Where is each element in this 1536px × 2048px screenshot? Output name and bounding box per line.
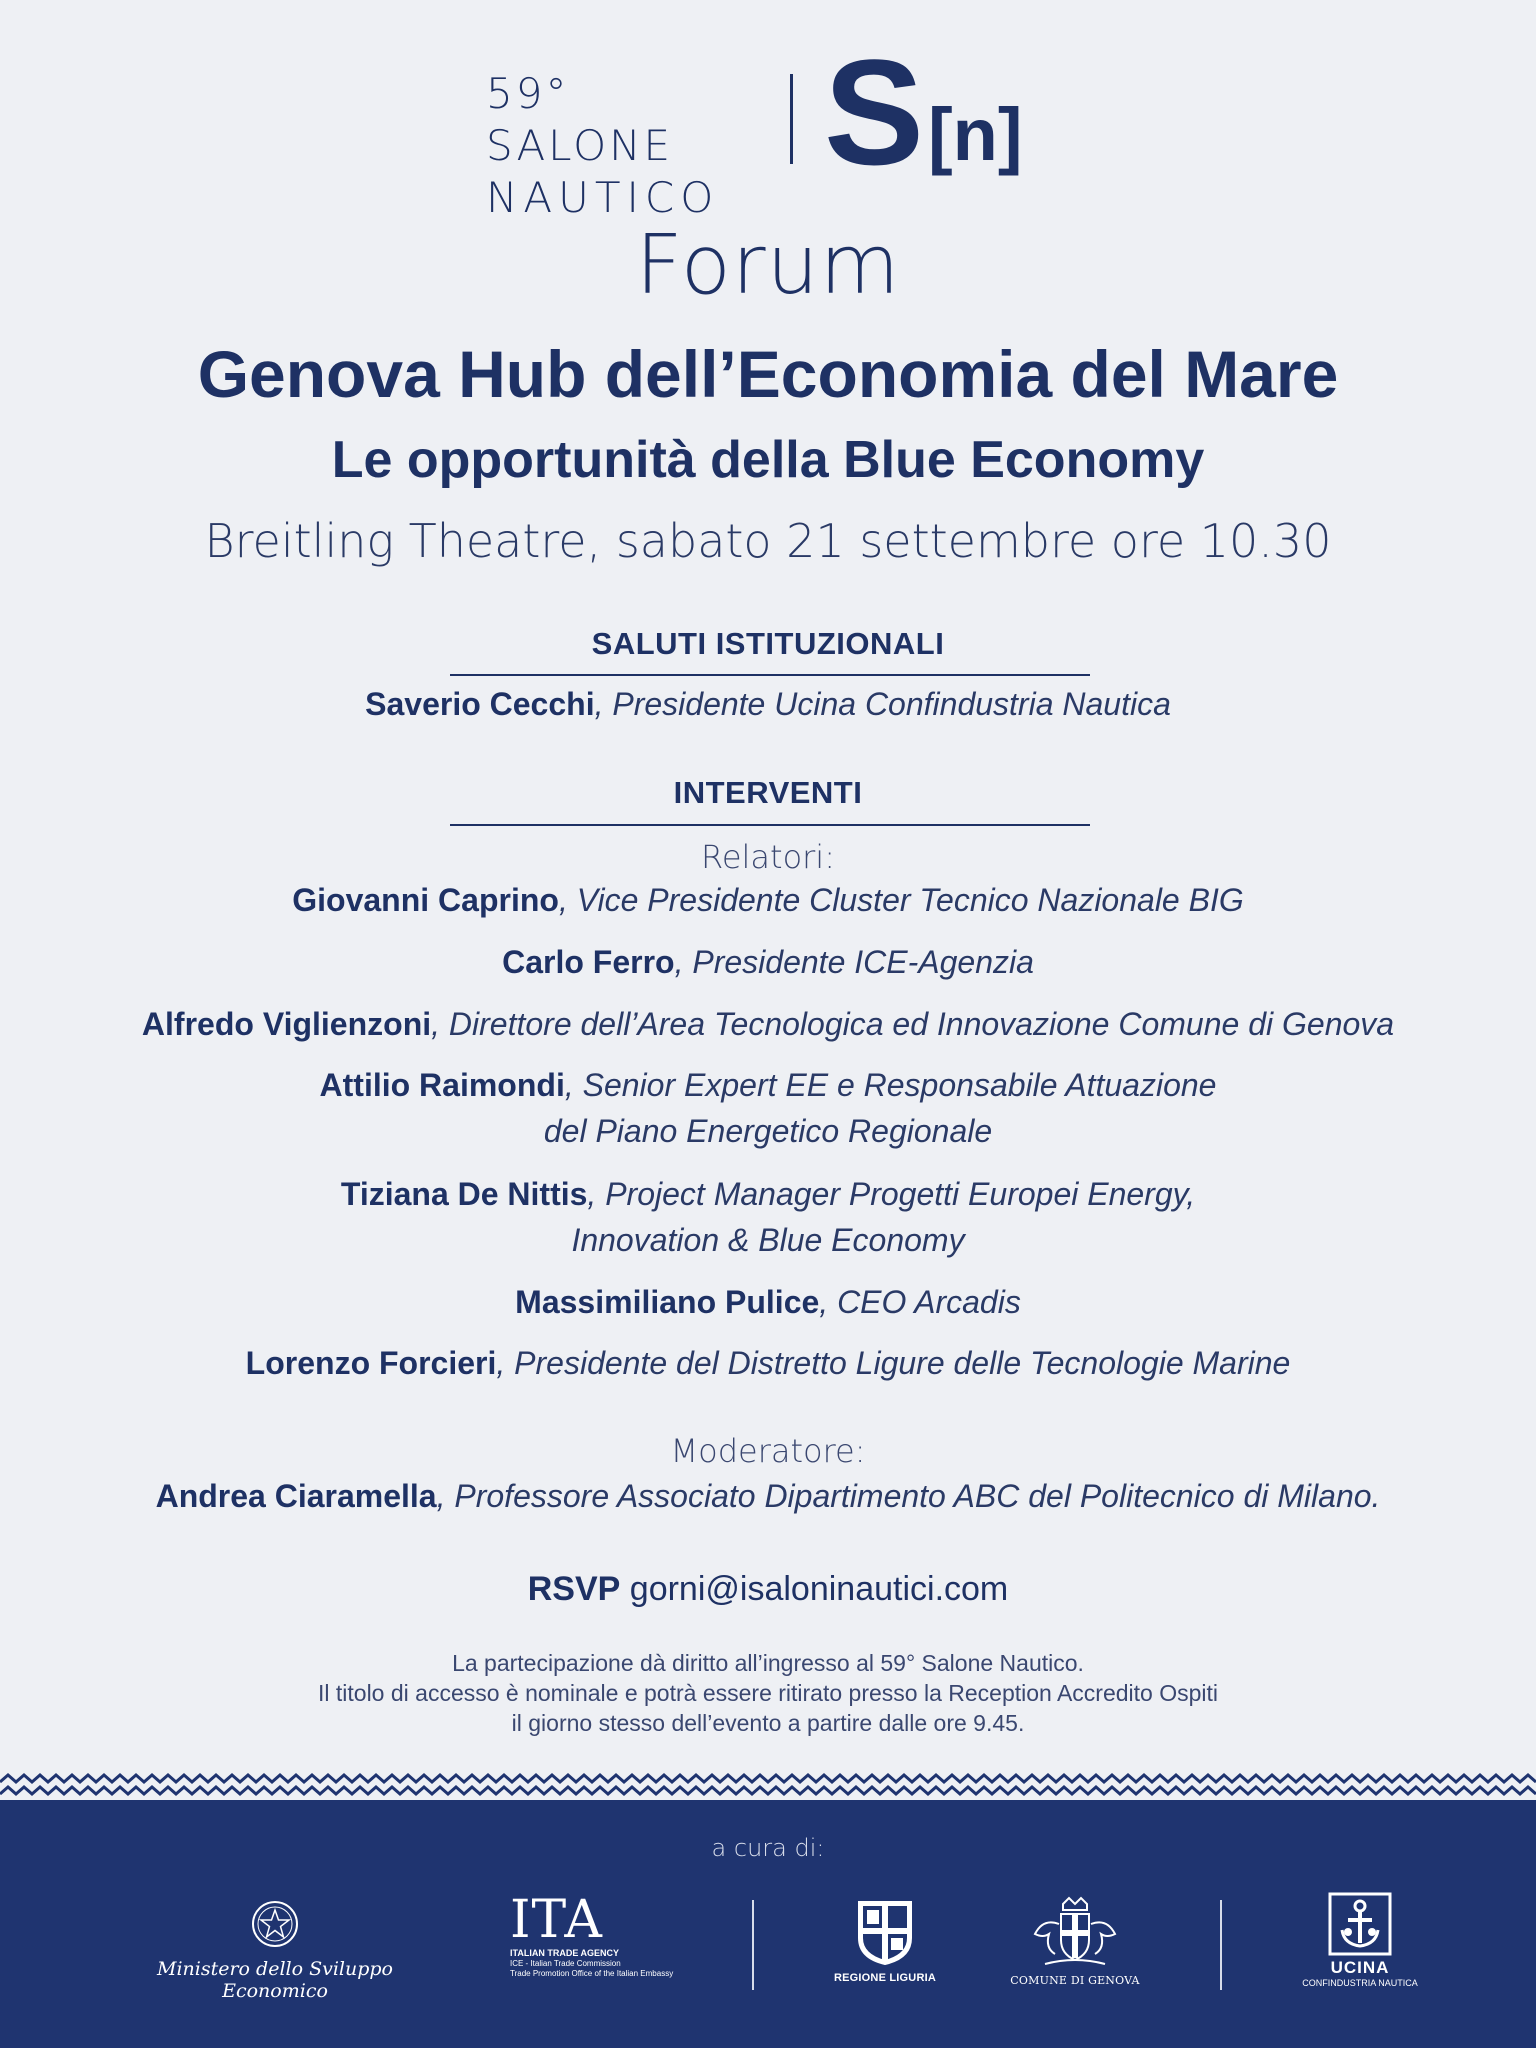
- logo-bracket: [n]: [928, 93, 1023, 176]
- speaker-row: [0, 1067, 1536, 1104]
- speaker-name: Saverio Cecchi: [365, 686, 595, 722]
- star-emblem-icon: [245, 1896, 305, 1952]
- speaker-name: Andrea Ciaramella: [155, 1478, 437, 1514]
- event-title: Genova Hub dell’Economia del Mare: [197, 337, 1339, 411]
- logo-divider: [790, 74, 793, 164]
- speaker-role-line-2: del Piano Energetico Regionale: [543, 1113, 993, 1149]
- speaker-role-continued: [0, 1113, 1536, 1150]
- speaker-name: Giovanni Caprino: [292, 882, 559, 918]
- event-venue: Breitling Theatre, sabato 21 settembre ore 10.30: [204, 514, 1332, 568]
- speaker-role: , Vice Presidente Cluster Tecnico Nazionale BIG: [558, 882, 1244, 918]
- ita-line-2: ICE - Italian Trade Commission: [510, 1959, 621, 1968]
- regione-liguria-logo: [820, 1898, 950, 1998]
- rsvp-email[interactable]: gorni@isaloninautici.com: [629, 1570, 1009, 1608]
- moderatore-row: [0, 1478, 1536, 1515]
- interventi-divider: [450, 824, 1090, 826]
- salone-nautico-logo: [0, 48, 1536, 222]
- genova-caption: COMUNE DI GENOVA: [1010, 1974, 1140, 1987]
- saluti-divider: [450, 674, 1090, 676]
- speaker-name: Carlo Ferro: [502, 944, 675, 980]
- speaker-role-continued: [0, 1222, 1536, 1259]
- speaker-row: [0, 1176, 1536, 1213]
- speaker-row: [0, 882, 1536, 919]
- speaker-role: , Presidente del Distretto Ligure delle Tecnologie Marine: [496, 1345, 1291, 1381]
- salone-line-2: NAUTICO: [486, 173, 720, 222]
- speaker-row: [0, 1006, 1536, 1043]
- saluti-speaker: [0, 686, 1536, 723]
- ita-wordmark: ITA: [510, 1890, 603, 1950]
- footer-divider: [752, 1900, 754, 1990]
- event-subtitle: Le opportunità della Blue Economy: [331, 431, 1205, 489]
- relatori-label: Relatori:: [701, 838, 835, 876]
- comune-genova-logo: [1000, 1894, 1150, 1998]
- mise-caption: Ministero dello Sviluppo Economico: [157, 1958, 393, 2002]
- logo-letter: S: [824, 48, 919, 178]
- access-note: [0, 1648, 1536, 1738]
- speaker-role-line-2: Innovation & Blue Economy: [571, 1222, 965, 1258]
- speaker-role: , Presidente ICE-Agenzia: [674, 944, 1034, 980]
- ucina-caption: CONFINDUSTRIA NAUTICA: [1302, 1978, 1418, 1988]
- event-kind: Forum: [635, 218, 901, 313]
- salone-wordmark: [486, 68, 756, 224]
- ita-logo: [510, 1892, 690, 2002]
- speaker-role: , Project Manager Progetti Europei Energy,: [587, 1176, 1196, 1212]
- speaker-row: [0, 944, 1536, 981]
- footer-divider: [1220, 1900, 1222, 1990]
- moderatore-label: Moderatore:: [670, 1432, 866, 1470]
- rsvp-label: RSVP: [527, 1570, 621, 1608]
- rsvp-line: [0, 1570, 1536, 1609]
- note-line: il giorno stesso dell’evento a partire dalle ore 9.45.: [511, 1710, 1025, 1736]
- speaker-role: , Direttore dell’Area Tecnologica ed Innovazione Comune di Genova: [431, 1006, 1395, 1042]
- genova-crest-icon: [1025, 1894, 1125, 1970]
- speaker-name: Lorenzo Forcieri: [245, 1345, 497, 1381]
- liguria-caption: REGIONE LIGURIA: [833, 1972, 936, 1984]
- speaker-row: [0, 1345, 1536, 1382]
- interventi-heading: INTERVENTI: [673, 775, 863, 810]
- liguria-shield-icon: [855, 1898, 915, 1968]
- speaker-name: Alfredo Viglienzoni: [141, 1006, 432, 1042]
- ucina-wordmark: UCINA: [1330, 1958, 1390, 1977]
- ita-line-1: ITALIAN TRADE AGENCY: [510, 1948, 619, 1958]
- ita-line-3: Trade Promotion Office of the Italian Embassy: [510, 1969, 674, 1978]
- saluti-heading: SALUTI ISTITUZIONALI: [591, 626, 945, 661]
- sn-logo-mark: [824, 48, 1044, 178]
- speaker-role: , Presidente Ucina Confindustria Nautica: [594, 686, 1171, 722]
- speaker-name: Tiziana De Nittis: [340, 1176, 588, 1212]
- cura-label: a cura di:: [711, 1834, 825, 1862]
- salone-line-1: 59° SALONE: [486, 69, 674, 170]
- note-line: La partecipazione dà diritto all’ingresso al 59° Salone Nautico.: [452, 1650, 1084, 1676]
- ucina-logo: [1290, 1892, 1430, 2000]
- mise-logo: [110, 1896, 440, 2002]
- speaker-role: , Senior Expert EE e Responsabile Attuazione: [564, 1067, 1217, 1103]
- speaker-row: [0, 1284, 1536, 1321]
- note-line: Il titolo di accesso è nominale e potrà essere ritirato presso la Reception Accredito Ospiti: [318, 1680, 1218, 1706]
- speaker-role: , Professore Associato Dipartimento ABC del Politecnico di Milano.: [436, 1478, 1381, 1514]
- speaker-name: Attilio Raimondi: [319, 1067, 565, 1103]
- anchor-icon: [1328, 1892, 1392, 1956]
- speaker-role: , CEO Arcadis: [819, 1284, 1021, 1320]
- speaker-name: Massimiliano Pulice: [515, 1284, 820, 1320]
